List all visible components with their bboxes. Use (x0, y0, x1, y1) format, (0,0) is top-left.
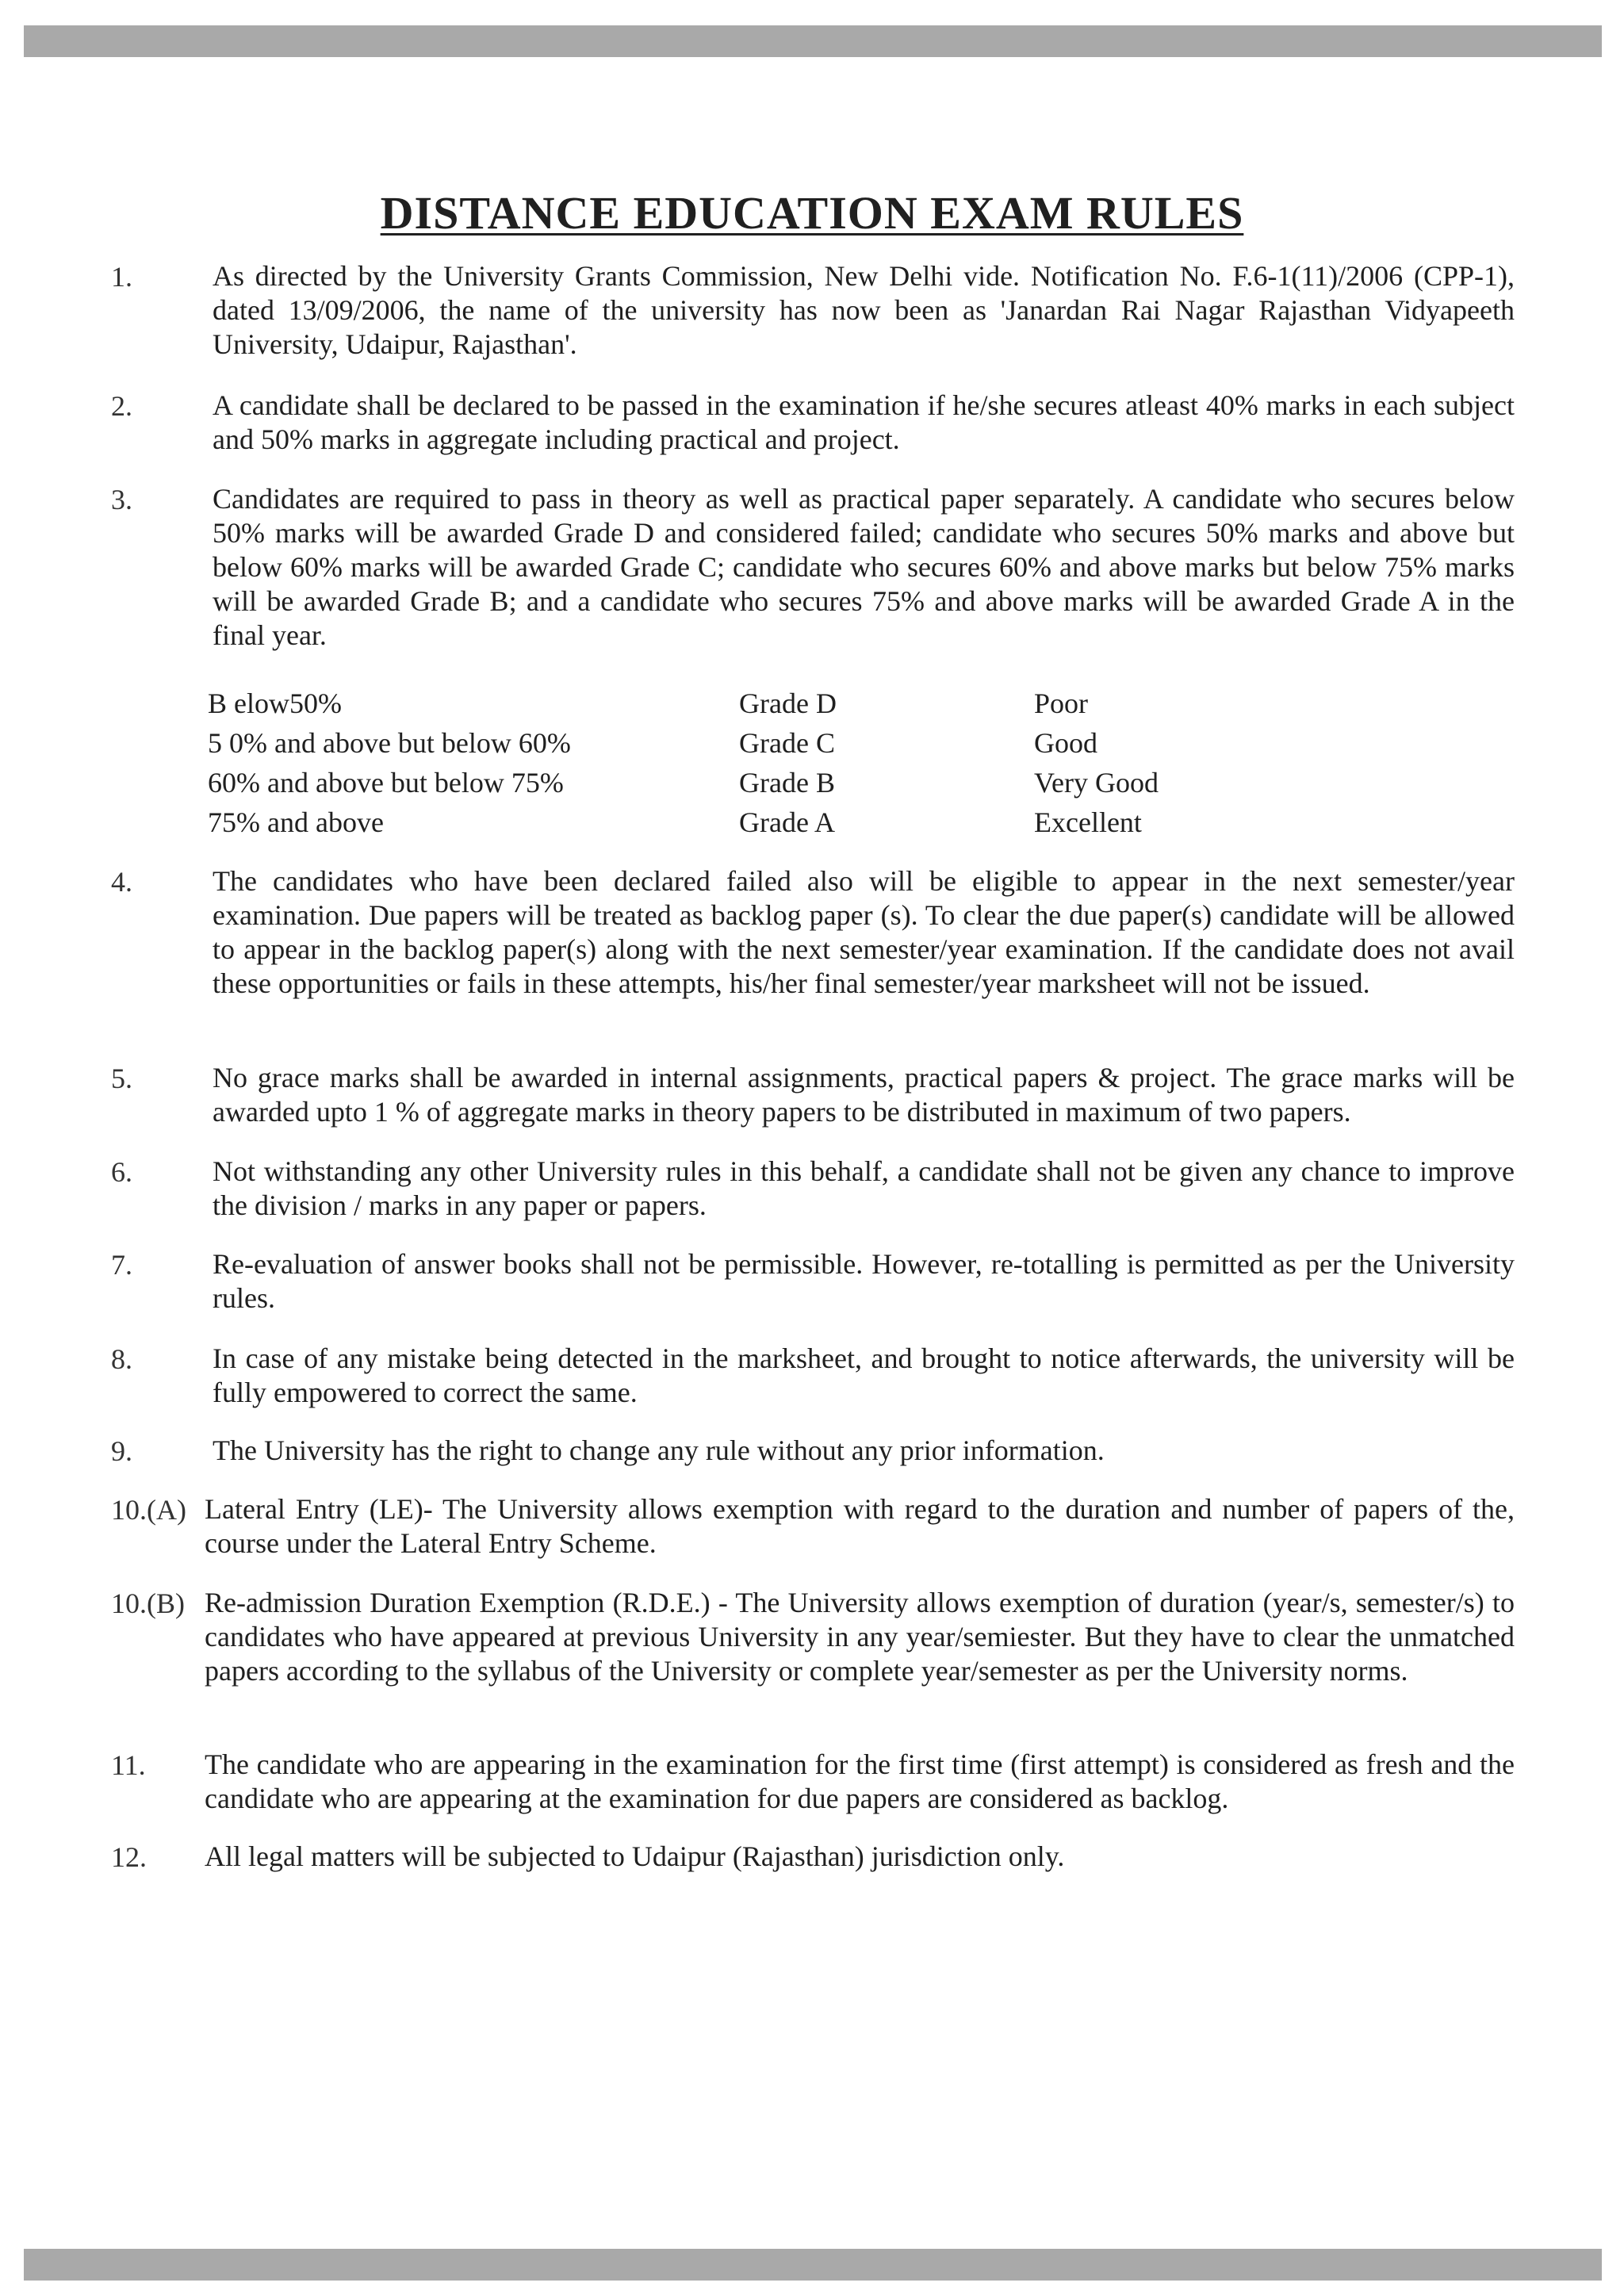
rule-text: Re-admission Duration Exemption (R.D.E.) - The University allows exemption of duration (year/s, semester/s) to candidates who have appeared at previous University in any year/semiester. But they have to clear the unmatched papers according to the syllabus of the University or complete year/semester as per the University norms. (205, 1587, 1515, 1687)
rule-number: 12. (111, 1841, 147, 1873)
grade-remark: Excellent (1034, 806, 1142, 838)
grade-table (208, 684, 1239, 842)
table-row (208, 684, 1239, 723)
grade-range: 5 0% and above but below 60% (208, 727, 571, 759)
grade-remark: Poor (1034, 687, 1089, 719)
table-row (208, 723, 1239, 763)
grade-remark: Very Good (1034, 767, 1159, 798)
rule-text: Lateral Entry (LE)- The University allows exemption with regard to the duration and number of papers of the, course under the Lateral Entry Scheme. (205, 1493, 1515, 1559)
rule-text: Not withstanding any other University rules in this behalf, a candidate shall not be given any chance to improve the division / marks in any paper or papers. (213, 1155, 1515, 1221)
grade-name: Grade C (739, 727, 835, 759)
grade-range: 60% and above but below 75% (208, 767, 564, 798)
rule-number: 9. (111, 1435, 132, 1467)
rule-text: The candidate who are appearing in the examination for the first time (first attempt) is considered as fresh and the candidate who are appearing at the examination for due papers are considered as backlog. (205, 1748, 1515, 1814)
rule-number: 3. (111, 484, 132, 515)
rule-number: 2. (111, 390, 132, 422)
grade-name: Grade B (739, 767, 835, 798)
table-row (208, 802, 1239, 842)
rule-text: The University has the right to change any rule without any prior information. (213, 1434, 1105, 1466)
scan-border-bottom (24, 2249, 1602, 2281)
grade-range: 75% and above (208, 806, 384, 838)
scan-border-top (24, 25, 1602, 57)
page-title: DISTANCE EDUCATION EXAM RULES (380, 187, 1244, 239)
rule-text: A candidate shall be declared to be passed in the examination if he/she secures atleast 40% marks in each subject and 50% marks in aggregate including practical and project. (213, 389, 1515, 455)
rule-number: 10.(B) (111, 1587, 185, 1619)
rule-number: 6. (111, 1156, 132, 1188)
grade-name: Grade D (739, 687, 837, 719)
grade-remark: Good (1034, 727, 1097, 759)
table-row (208, 763, 1239, 802)
rule-number: 4. (111, 866, 132, 898)
rule-number: 8. (111, 1343, 132, 1375)
grade-range: B elow50% (208, 687, 342, 719)
rule-text: Candidates are required to pass in theory as well as practical paper separately. A candidate who secures below 50% marks will be awarded Grade D and considered failed; candidate who secures 50% marks and above but below 60% marks will be awarded Grade C; candidate who secures 60% and above marks but below 75% marks will be awarded Grade B; and a candidate who secures 75% and above marks will be awarded Grade A in the final year. (213, 483, 1515, 651)
rule-number: 11. (111, 1749, 146, 1781)
rule-text: Re-evaluation of answer books shall not be permissible. However, re-totalling is permitted as per the University rules. (213, 1248, 1515, 1314)
rule-text: As directed by the University Grants Commission, New Delhi vide. Notification No. F.6-1(11)/2006 (CPP-1), dated 13/09/2006, the name of the university has now been as 'Janardan Rai Nagar Rajasthan Vidyapeeth University, Udaipur, Rajasthan'. (213, 260, 1515, 360)
grade-name: Grade A (739, 806, 835, 838)
rule-number: 1. (111, 261, 132, 293)
rule-text: The candidates who have been declared failed also will be eligible to appear in the next semester/year examination. Due papers will be treated as backlog paper (s). To clear the due paper(s) candidate will be allowed to appear in the backlog paper(s) along with the next semester/year examination. If the candidate does not avail these opportunities or fails in these attempts, his/her final semester/year marksheet will not be issued. (213, 865, 1515, 999)
rule-text: All legal matters will be subjected to Udaipur (Rajasthan) jurisdiction only. (205, 1840, 1065, 1872)
rule-number: 10.(A) (111, 1494, 186, 1526)
rule-number: 5. (111, 1063, 132, 1094)
rule-text: In case of any mistake being detected in the marksheet, and brought to notice afterwards, the university will be fully empowered to correct the same. (213, 1342, 1515, 1408)
rule-number: 7. (111, 1249, 132, 1281)
rule-text: No grace marks shall be awarded in internal assignments, practical papers & project. The grace marks will be awarded upto 1 % of aggregate marks in theory papers to be distributed in maximum of two papers. (213, 1062, 1515, 1128)
